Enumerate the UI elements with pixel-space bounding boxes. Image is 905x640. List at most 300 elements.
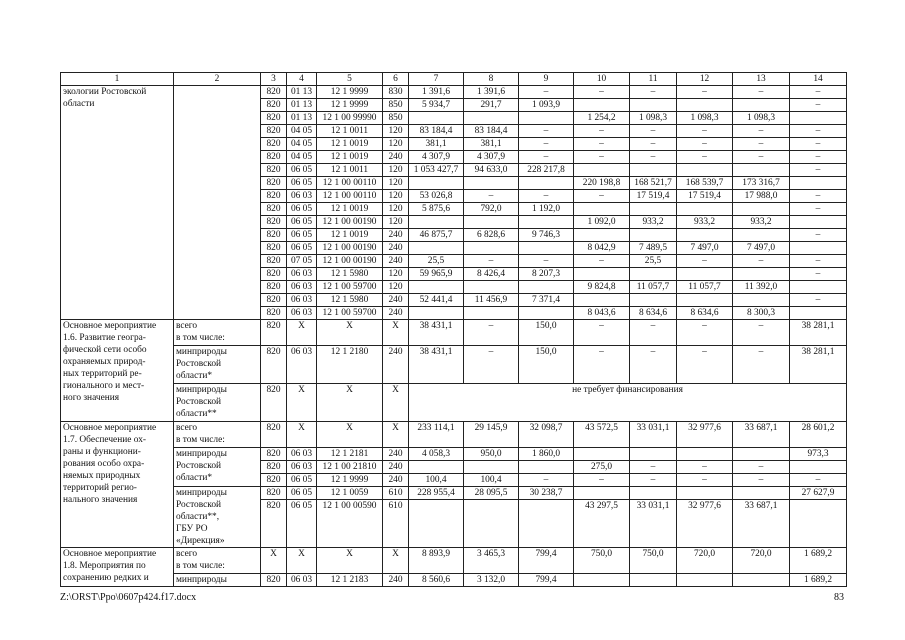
code-cell-c4: 01 13 bbox=[287, 99, 317, 112]
code-cell-c3: 820 bbox=[261, 86, 287, 99]
code-cell-c6: 120 bbox=[383, 203, 409, 216]
table-row bbox=[61, 86, 847, 99]
value-cell-c7: 38 431,1 bbox=[409, 320, 464, 346]
value-cell-c12: – bbox=[677, 86, 733, 99]
value-cell-c12: – bbox=[677, 320, 733, 346]
value-cell-c11: 1 098,3 bbox=[630, 112, 677, 125]
code-cell-c5: 12 1 0011 bbox=[317, 125, 383, 138]
value-cell-c9 bbox=[519, 461, 574, 474]
code-cell-c5: 12 1 0059 bbox=[317, 487, 383, 500]
code-cell-c4: 06 05 bbox=[287, 229, 317, 242]
code-cell-c3: 820 bbox=[261, 281, 287, 294]
value-cell-c8: – bbox=[464, 190, 519, 203]
value-cell-c8: – bbox=[464, 320, 519, 346]
value-cell-c14 bbox=[790, 112, 847, 125]
value-cell-c13 bbox=[733, 487, 790, 500]
value-cell-c8: 100,4 bbox=[464, 474, 519, 487]
value-cell-c11: – bbox=[630, 86, 677, 99]
code-cell-c4: 06 03 bbox=[287, 346, 317, 384]
code-cell-c4: 06 05 bbox=[287, 500, 317, 548]
value-cell-c10 bbox=[574, 268, 630, 281]
code-cell-c3: 820 bbox=[261, 307, 287, 320]
value-cell-c13: 7 497,0 bbox=[733, 242, 790, 255]
code-cell-c6: 240 bbox=[383, 448, 409, 461]
code-cell-c3: 820 bbox=[261, 151, 287, 164]
code-cell-c5: 12 1 5980 bbox=[317, 268, 383, 281]
code-cell-c5: 12 1 0019 bbox=[317, 229, 383, 242]
code-cell-c6: 240 bbox=[383, 242, 409, 255]
value-cell-c10: 275,0 bbox=[574, 461, 630, 474]
code-cell-c3: 820 bbox=[261, 294, 287, 307]
no-funding-note: не требует финансирования bbox=[409, 384, 847, 422]
column-number: 5 bbox=[317, 73, 383, 86]
code-cell-c4: 06 05 bbox=[287, 474, 317, 487]
value-cell-c13 bbox=[733, 294, 790, 307]
code-cell-c5: 12 1 00 00110 bbox=[317, 190, 383, 203]
value-cell-c14: – bbox=[790, 203, 847, 216]
code-cell-c4: 06 03 bbox=[287, 294, 317, 307]
code-cell-c6: 240 bbox=[383, 346, 409, 384]
value-cell-c7: 381,1 bbox=[409, 138, 464, 151]
code-cell-c6: 120 bbox=[383, 216, 409, 229]
code-cell-c6: 120 bbox=[383, 177, 409, 190]
value-cell-c12: 8 634,6 bbox=[677, 307, 733, 320]
code-cell-c4: 06 03 bbox=[287, 281, 317, 294]
value-cell-c12 bbox=[677, 268, 733, 281]
value-cell-c7 bbox=[409, 216, 464, 229]
value-cell-c11 bbox=[630, 203, 677, 216]
code-cell-c3: 820 bbox=[261, 112, 287, 125]
code-cell-c5: 12 1 0019 bbox=[317, 151, 383, 164]
value-cell-c11: 933,2 bbox=[630, 216, 677, 229]
code-cell-c3: 820 bbox=[261, 190, 287, 203]
value-cell-c12: 1 098,3 bbox=[677, 112, 733, 125]
code-cell-c4: 06 05 bbox=[287, 242, 317, 255]
code-cell-c4: 06 03 bbox=[287, 461, 317, 474]
value-cell-c11: 11 057,7 bbox=[630, 281, 677, 294]
value-cell-c12: – bbox=[677, 151, 733, 164]
value-cell-c13 bbox=[733, 268, 790, 281]
code-cell-c3: 820 bbox=[261, 500, 287, 548]
value-cell-c9: – bbox=[519, 255, 574, 268]
value-cell-c8: 3 465,3 bbox=[464, 548, 519, 574]
value-cell-c8: 381,1 bbox=[464, 138, 519, 151]
code-cell-c3: 820 bbox=[261, 474, 287, 487]
value-cell-c14 bbox=[790, 242, 847, 255]
value-cell-c14: – bbox=[790, 164, 847, 177]
value-cell-c7: 4 058,3 bbox=[409, 448, 464, 461]
value-cell-c11: – bbox=[630, 320, 677, 346]
value-cell-c12: – bbox=[677, 461, 733, 474]
value-cell-c9: 30 238,7 bbox=[519, 487, 574, 500]
code-cell-c5: 12 1 00 21810 bbox=[317, 461, 383, 474]
value-cell-c11 bbox=[630, 164, 677, 177]
value-cell-c13 bbox=[733, 203, 790, 216]
value-cell-c11: 7 489,5 bbox=[630, 242, 677, 255]
value-cell-c12: 933,2 bbox=[677, 216, 733, 229]
value-cell-c13: – bbox=[733, 461, 790, 474]
value-cell-c13: 17 988,0 bbox=[733, 190, 790, 203]
code-cell-c3: 820 bbox=[261, 574, 287, 587]
executor-cell: всего в том числе: bbox=[174, 548, 261, 574]
value-cell-c12: 11 057,7 bbox=[677, 281, 733, 294]
value-cell-c12 bbox=[677, 448, 733, 461]
code-cell-c5: 12 1 5980 bbox=[317, 294, 383, 307]
value-cell-c14: 38 281,1 bbox=[790, 320, 847, 346]
column-number-row bbox=[61, 73, 847, 86]
value-cell-c12 bbox=[677, 99, 733, 112]
value-cell-c8 bbox=[464, 500, 519, 548]
table-row bbox=[61, 384, 847, 422]
value-cell-c8: 94 633,0 bbox=[464, 164, 519, 177]
value-cell-c13: 933,2 bbox=[733, 216, 790, 229]
code-cell-c5: 12 1 00 00190 bbox=[317, 216, 383, 229]
value-cell-c10: – bbox=[574, 346, 630, 384]
value-cell-c9 bbox=[519, 242, 574, 255]
value-cell-c9: 799,4 bbox=[519, 548, 574, 574]
code-cell-c4: 06 03 bbox=[287, 190, 317, 203]
value-cell-c11 bbox=[630, 229, 677, 242]
value-cell-c10: – bbox=[574, 138, 630, 151]
value-cell-c12 bbox=[677, 229, 733, 242]
code-cell-c5: 12 1 00 00110 bbox=[317, 177, 383, 190]
value-cell-c7: 8 560,6 bbox=[409, 574, 464, 587]
code-cell-c4: X bbox=[287, 422, 317, 448]
code-cell-c6: 120 bbox=[383, 281, 409, 294]
value-cell-c8: 1 391,6 bbox=[464, 86, 519, 99]
table-row bbox=[61, 320, 847, 346]
code-cell-c3: 820 bbox=[261, 487, 287, 500]
value-cell-c11: 33 031,1 bbox=[630, 500, 677, 548]
code-cell-c5: X bbox=[317, 548, 383, 574]
column-number: 9 bbox=[519, 73, 574, 86]
code-cell-c6: 240 bbox=[383, 255, 409, 268]
code-cell-c3: 820 bbox=[261, 99, 287, 112]
value-cell-c13: – bbox=[733, 255, 790, 268]
code-cell-c5: 12 1 00 00190 bbox=[317, 255, 383, 268]
code-cell-c6: 850 bbox=[383, 112, 409, 125]
value-cell-c10: – bbox=[574, 474, 630, 487]
value-cell-c13: – bbox=[733, 346, 790, 384]
table-row bbox=[61, 487, 847, 500]
executor-cell: всего в том числе: bbox=[174, 320, 261, 346]
value-cell-c10: – bbox=[574, 86, 630, 99]
value-cell-c7 bbox=[409, 112, 464, 125]
code-cell-c3: 820 bbox=[261, 164, 287, 177]
value-cell-c13: 8 300,3 bbox=[733, 307, 790, 320]
value-cell-c14: – bbox=[790, 474, 847, 487]
code-cell-c6: 240 bbox=[383, 574, 409, 587]
table-row bbox=[61, 346, 847, 384]
value-cell-c8: 6 828,6 bbox=[464, 229, 519, 242]
code-cell-c6: 240 bbox=[383, 461, 409, 474]
budget-table bbox=[60, 72, 847, 587]
code-cell-c5: 12 1 9999 bbox=[317, 474, 383, 487]
code-cell-c5: X bbox=[317, 422, 383, 448]
value-cell-c8 bbox=[464, 461, 519, 474]
code-cell-c4: 06 03 bbox=[287, 448, 317, 461]
value-cell-c9: – bbox=[519, 190, 574, 203]
code-cell-c5: 12 1 00 00190 bbox=[317, 242, 383, 255]
code-cell-c6: 120 bbox=[383, 164, 409, 177]
code-cell-c4: 06 05 bbox=[287, 203, 317, 216]
executor-cell: минприроды Ростовской области* bbox=[174, 346, 261, 384]
table-row bbox=[61, 422, 847, 448]
value-cell-c8: 4 307,9 bbox=[464, 151, 519, 164]
code-cell-c5: 12 1 2181 bbox=[317, 448, 383, 461]
value-cell-c8: 8 426,4 bbox=[464, 268, 519, 281]
value-cell-c7: 1 053 427,7 bbox=[409, 164, 464, 177]
value-cell-c7 bbox=[409, 307, 464, 320]
value-cell-c9: 9 746,3 bbox=[519, 229, 574, 242]
value-cell-c11: 33 031,1 bbox=[630, 422, 677, 448]
column-number: 13 bbox=[733, 73, 790, 86]
value-cell-c14: 28 601,2 bbox=[790, 422, 847, 448]
value-cell-c10: – bbox=[574, 190, 630, 203]
value-cell-c7: 100,4 bbox=[409, 474, 464, 487]
value-cell-c13 bbox=[733, 164, 790, 177]
value-cell-c7: 228 955,4 bbox=[409, 487, 464, 500]
value-cell-c14 bbox=[790, 177, 847, 190]
code-cell-c4: 01 13 bbox=[287, 112, 317, 125]
code-cell-c4: 06 03 bbox=[287, 307, 317, 320]
value-cell-c13 bbox=[733, 229, 790, 242]
value-cell-c14: – bbox=[790, 151, 847, 164]
value-cell-c11: 25,5 bbox=[630, 255, 677, 268]
code-cell-c3: 820 bbox=[261, 229, 287, 242]
value-cell-c14: – bbox=[790, 294, 847, 307]
code-cell-c3: 820 bbox=[261, 320, 287, 346]
code-cell-c4: 04 05 bbox=[287, 138, 317, 151]
value-cell-c12 bbox=[677, 164, 733, 177]
code-cell-c3: 820 bbox=[261, 216, 287, 229]
value-cell-c7: 5 934,7 bbox=[409, 99, 464, 112]
value-cell-c14: 1 689,2 bbox=[790, 574, 847, 587]
column-number: 3 bbox=[261, 73, 287, 86]
value-cell-c13: – bbox=[733, 86, 790, 99]
value-cell-c7: 5 875,6 bbox=[409, 203, 464, 216]
value-cell-c7 bbox=[409, 281, 464, 294]
column-number: 11 bbox=[630, 73, 677, 86]
value-cell-c10: 43 297,5 bbox=[574, 500, 630, 548]
code-cell-c5: 12 1 2180 bbox=[317, 346, 383, 384]
value-cell-c10: – bbox=[574, 151, 630, 164]
value-cell-c12: 168 539,7 bbox=[677, 177, 733, 190]
value-cell-c13: 720,0 bbox=[733, 548, 790, 574]
code-cell-c6: 120 bbox=[383, 138, 409, 151]
measure-title-cell: Основное мероприятие 1.6. Развитие геогра- фической сети особо охраняемых природ- ных территорий ре- гионального и мест- ного значения bbox=[61, 320, 174, 422]
value-cell-c9 bbox=[519, 281, 574, 294]
value-cell-c7: 53 026,8 bbox=[409, 190, 464, 203]
value-cell-c10: 220 198,8 bbox=[574, 177, 630, 190]
value-cell-c11 bbox=[630, 268, 677, 281]
code-cell-c5: 12 1 0019 bbox=[317, 138, 383, 151]
code-cell-c6: 120 bbox=[383, 190, 409, 203]
column-number: 4 bbox=[287, 73, 317, 86]
value-cell-c10 bbox=[574, 294, 630, 307]
value-cell-c7: 1 391,6 bbox=[409, 86, 464, 99]
code-cell-c4: 01 13 bbox=[287, 86, 317, 99]
value-cell-c11 bbox=[630, 448, 677, 461]
value-cell-c9: 1 093,9 bbox=[519, 99, 574, 112]
value-cell-c9 bbox=[519, 112, 574, 125]
value-cell-c12: – bbox=[677, 138, 733, 151]
column-number: 14 bbox=[790, 73, 847, 86]
code-cell-c3: 820 bbox=[261, 461, 287, 474]
budget-table-sheet bbox=[60, 72, 846, 587]
value-cell-c13 bbox=[733, 448, 790, 461]
column-number: 7 bbox=[409, 73, 464, 86]
value-cell-c13: – bbox=[733, 474, 790, 487]
value-cell-c9: 228 217,8 bbox=[519, 164, 574, 177]
value-cell-c8: – bbox=[464, 255, 519, 268]
value-cell-c14: – bbox=[790, 86, 847, 99]
value-cell-c10: – bbox=[574, 125, 630, 138]
value-cell-c10: 8 043,6 bbox=[574, 307, 630, 320]
value-cell-c14 bbox=[790, 281, 847, 294]
value-cell-c7: 52 441,4 bbox=[409, 294, 464, 307]
code-cell-c3: 820 bbox=[261, 346, 287, 384]
value-cell-c9: 1 192,0 bbox=[519, 203, 574, 216]
value-cell-c14: – bbox=[790, 125, 847, 138]
value-cell-c8: 792,0 bbox=[464, 203, 519, 216]
code-cell-c3: 820 bbox=[261, 422, 287, 448]
code-cell-c3: 820 bbox=[261, 138, 287, 151]
value-cell-c12 bbox=[677, 487, 733, 500]
value-cell-c12: 32 977,6 bbox=[677, 422, 733, 448]
value-cell-c7 bbox=[409, 461, 464, 474]
value-cell-c12: – bbox=[677, 255, 733, 268]
column-number: 12 bbox=[677, 73, 733, 86]
code-cell-c4: X bbox=[287, 320, 317, 346]
value-cell-c12: – bbox=[677, 125, 733, 138]
value-cell-c8 bbox=[464, 177, 519, 190]
code-cell-c5: X bbox=[317, 384, 383, 422]
value-cell-c9: – bbox=[519, 138, 574, 151]
value-cell-c11: 17 519,4 bbox=[630, 190, 677, 203]
value-cell-c14: – bbox=[790, 268, 847, 281]
code-cell-c3: 820 bbox=[261, 384, 287, 422]
value-cell-c8: 3 132,0 bbox=[464, 574, 519, 587]
code-cell-c3: 820 bbox=[261, 177, 287, 190]
code-cell-c6: 240 bbox=[383, 151, 409, 164]
value-cell-c11: – bbox=[630, 346, 677, 384]
code-cell-c3: 820 bbox=[261, 125, 287, 138]
value-cell-c8 bbox=[464, 307, 519, 320]
value-cell-c10: 43 572,5 bbox=[574, 422, 630, 448]
code-cell-c5: 12 1 00 59700 bbox=[317, 307, 383, 320]
code-cell-c6: 830 bbox=[383, 86, 409, 99]
code-cell-c5: 12 1 2183 bbox=[317, 574, 383, 587]
code-cell-c4: 06 05 bbox=[287, 216, 317, 229]
value-cell-c14: 973,3 bbox=[790, 448, 847, 461]
code-cell-c6: 120 bbox=[383, 268, 409, 281]
value-cell-c12: 32 977,6 bbox=[677, 500, 733, 548]
footer-file-path: Z:\ORST\Ppo\0607p424.f17.docx bbox=[60, 592, 197, 603]
value-cell-c9: 150,0 bbox=[519, 320, 574, 346]
code-cell-c6: 240 bbox=[383, 294, 409, 307]
value-cell-c7 bbox=[409, 177, 464, 190]
value-cell-c8: 83 184,4 bbox=[464, 125, 519, 138]
value-cell-c8: 29 145,9 bbox=[464, 422, 519, 448]
value-cell-c9: – bbox=[519, 151, 574, 164]
code-cell-c3: 820 bbox=[261, 242, 287, 255]
value-cell-c14: – bbox=[790, 138, 847, 151]
executor-cell: минприроды Ростовской области* bbox=[174, 448, 261, 487]
value-cell-c7: 25,5 bbox=[409, 255, 464, 268]
value-cell-c13: 1 098,3 bbox=[733, 112, 790, 125]
value-cell-c12 bbox=[677, 203, 733, 216]
value-cell-c14 bbox=[790, 500, 847, 548]
value-cell-c13: – bbox=[733, 138, 790, 151]
value-cell-c7: 4 307,9 bbox=[409, 151, 464, 164]
value-cell-c9: 8 207,3 bbox=[519, 268, 574, 281]
value-cell-c8 bbox=[464, 112, 519, 125]
value-cell-c13: 173 316,7 bbox=[733, 177, 790, 190]
value-cell-c14 bbox=[790, 307, 847, 320]
value-cell-c10 bbox=[574, 574, 630, 587]
column-number: 6 bbox=[383, 73, 409, 86]
column-number: 2 bbox=[174, 73, 261, 86]
value-cell-c14 bbox=[790, 216, 847, 229]
measure-title-cell: Основное мероприятие 1.8. Мероприятия по сохранению редких и bbox=[61, 548, 174, 587]
value-cell-c14: – bbox=[790, 190, 847, 203]
value-cell-c8: 28 095,5 bbox=[464, 487, 519, 500]
value-cell-c11: – bbox=[630, 474, 677, 487]
value-cell-c9 bbox=[519, 177, 574, 190]
table-row bbox=[61, 448, 847, 461]
code-cell-c6: X bbox=[383, 384, 409, 422]
value-cell-c9 bbox=[519, 307, 574, 320]
value-cell-c13: – bbox=[733, 151, 790, 164]
code-cell-c3: 820 bbox=[261, 448, 287, 461]
value-cell-c7: 233 114,1 bbox=[409, 422, 464, 448]
value-cell-c8: 291,7 bbox=[464, 99, 519, 112]
value-cell-c8 bbox=[464, 281, 519, 294]
code-cell-c6: 120 bbox=[383, 125, 409, 138]
page-number: 83 bbox=[834, 592, 844, 603]
code-cell-c4: 06 03 bbox=[287, 574, 317, 587]
value-cell-c11: 168 521,7 bbox=[630, 177, 677, 190]
value-cell-c14: 27 627,9 bbox=[790, 487, 847, 500]
code-cell-c3: X bbox=[261, 548, 287, 574]
value-cell-c10 bbox=[574, 229, 630, 242]
value-cell-c9: – bbox=[519, 86, 574, 99]
value-cell-c10 bbox=[574, 99, 630, 112]
code-cell-c6: 610 bbox=[383, 487, 409, 500]
value-cell-c9 bbox=[519, 216, 574, 229]
value-cell-c13 bbox=[733, 99, 790, 112]
value-cell-c7 bbox=[409, 500, 464, 548]
value-cell-c10 bbox=[574, 203, 630, 216]
value-cell-c9: – bbox=[519, 125, 574, 138]
value-cell-c11: – bbox=[630, 151, 677, 164]
value-cell-c8: 11 456,9 bbox=[464, 294, 519, 307]
executor-cell: всего в том числе: bbox=[174, 422, 261, 448]
value-cell-c12 bbox=[677, 294, 733, 307]
column-number: 1 bbox=[61, 73, 174, 86]
value-cell-c13: – bbox=[733, 320, 790, 346]
value-cell-c9 bbox=[519, 500, 574, 548]
value-cell-c8: – bbox=[464, 346, 519, 384]
value-cell-c7: 83 184,4 bbox=[409, 125, 464, 138]
executor-cell bbox=[174, 86, 261, 320]
code-cell-c6: X bbox=[383, 548, 409, 574]
code-cell-c5: 12 1 00 00590 bbox=[317, 500, 383, 548]
value-cell-c11: 8 634,6 bbox=[630, 307, 677, 320]
code-cell-c6: 240 bbox=[383, 474, 409, 487]
value-cell-c10: – bbox=[574, 255, 630, 268]
